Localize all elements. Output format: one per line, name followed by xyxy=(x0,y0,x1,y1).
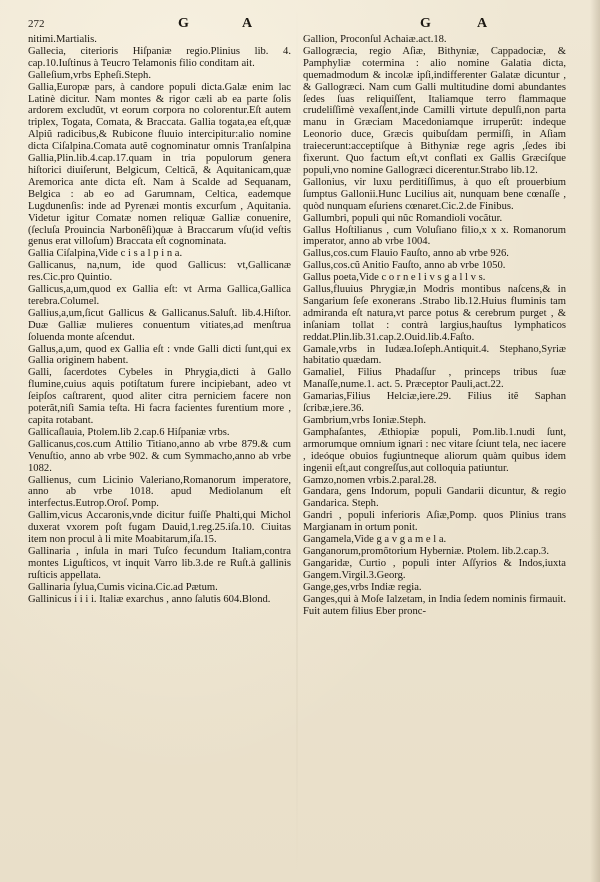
dictionary-entry: Gallus,a,um, quod ex Gallia eſt : vnde Galli dicti ſunt,qui ex Gallia originem habent. xyxy=(28,343,291,367)
dictionary-entry: Gallecia, citerioris Hiſpaniæ regio.Plinius lib. 4. cap.10.Iuſtinus à Teucro Telamonis filio conditam ait. xyxy=(28,45,291,69)
dictionary-entry: Gangamela,Vide g a v g a m e l a. xyxy=(303,534,447,546)
dictionary-entry: nitimi.Martialis. xyxy=(28,34,97,45)
left-column xyxy=(28,34,291,617)
dictionary-entry: Gange,ges,vrbs Indiæ regia. xyxy=(303,581,422,593)
dictionary-entry: Gallus,cos.cum Flauio Fauſto, anno ab vrbe 926. xyxy=(303,248,509,260)
page-edge-shadow xyxy=(590,0,600,882)
dictionary-entry: Gamphaſantes, Æthiopiæ populi, Pom.lib.1.nudi ſunt, armorumque omnium ignari : nec vitare ſciunt tela, nec iacere , ideóque obuios fugiuntneque aliorum quàm quibus idem ingenii eſt,aut congreſſus,aut colloquia patiuntur. xyxy=(303,426,566,474)
dictionary-entry: Gangaridæ, Curtio , populi inter Aſſyrios & Indos,iuxta Gangem.Virgil.3.Georg. xyxy=(303,557,566,581)
column-gutter xyxy=(296,0,298,882)
dictionary-entry: Gallius,a,um,ſicut Gallicus & Gallicanus.Saluſt. lib.4.Hiſtor. Duæ Galliæ mulieres conuentum vitiates,ad menſtrua ſoluenda monte aſcendut. xyxy=(28,307,291,343)
dictionary-entry: Gallim,vicus Accaronis,vnde dicitur fuiſſe Phalti,qui Michol duxerat vxorem poſt fugam Dauid,1.reg.25.iſa.10. Ciuitas item non procul à li mite Moabitarum,iſa.15. xyxy=(28,510,291,546)
dictionary-entry: Gallus,fluuius Phrygiæ,in Modris montibus naſcens,& in Sangarium ſeſe exonerans .Strabo lib.12.Huius fluminis tam admiranda eſt natura,vt parce potus & cerebrum purget , & inſaniam tollat : contrà largius,hauſtus lymphaticos reddat.Plin.lib.31.cap.2.Ouid.lib.4.Faſto. xyxy=(303,284,566,343)
dictionary-entry: Gallicanus, na,num, ide quod Gallicus: vt,Gallicanæ res.Cic.pro Quintio. xyxy=(28,260,291,284)
page-header xyxy=(28,14,566,34)
dictionary-entry: Gallia Ciſalpina,Vide c i s a l p i n a. xyxy=(28,248,183,260)
dictionary-entry: Gallia,Europæ pars, à candore populi dicta.Galæ enim lac Latinè dicitur. Nam montes & rigor cæli ab ea parte ſolis ardorem excludũt, vt eorum corpora no colorentur.Eſt autem triplex, Togata, Comata, & Braccata. Gallia togata,ea eſt,quæ Alpiũ radicibus,& Rubicone fluuio intercipitur:alio nomine dicta Ciſalpina.Comata autẽ cognominatur omnis Tranſalpina Gallia,Plin.lib.4.cap.17.quam in tria populorum genera hiſtorici diuiſerunt, Belgicum, Celticã, & Aquitanicam,quæ Aremorica ante dicta eſt. Nam à Scalde ad Sequanam, Belgica : ab eo ad Garumnam, Celtica, eademque Lugdunenſis: inde ad Pyrenæi montis excurſum , Aquitania. Videtur igitur Comatæ nomen reliquæ Galliæ conuenire,(ſecluſa Prouincia Narbonẽſi)quæ à Braccarum vſu(id veſtis genus erat villoſum) Braccata eſt cognominata. xyxy=(28,81,291,248)
dictionary-entry: Gallinaria , inſula in mari Tuſco fecundum Italiam,contra montes Liguſticos, vt inquit Varro lib.3.de re Ruſt.à gallinis ruſticis appellata. xyxy=(28,545,291,581)
dictionary-entry: Gallus poeta,Vide c o r n e l i v s g a l l v s. xyxy=(303,272,486,284)
dictionary-entry: Gallus,cos.cũ Anitio Fauſto, anno ab vrbe 1050. xyxy=(303,260,506,272)
dictionary-entry: Gallonius, vir luxu perditiſſimus, à quo eſt prouerbium ſumptus Gallonii.Hunc Lucilius ait, nunquam bene cœnaſſe , quòd nunquam eſuriens cœnaret.Cic.2.de Finibus. xyxy=(303,176,566,212)
dictionary-entry: Gambrium,vrbs Ioniæ.Steph. xyxy=(303,415,426,426)
dictionary-entry: Gallogræcia, regio Aſiæ, Bithyniæ, Cappadociæ, & Pamphyliæ cotermina : alio nomine Galatia dicta, quemadmodum & incolæ ipſi,indifferenter Galatæ dicuntur , & Gallogræci. Nam cum Galli multitudine domi abundantes ſedes ſuas reliquiſſent, Italiamque terro flammaque crudeliſſimè vexaſſent,inde Camilli virtute depulſi,non parta manu in Græciam Macedoniamque irruperũt: indeque Leonorio duce, Græcis quibuſdam permiſſi, in Aſiam traiecerunt:acceptiſque à Bithyniæ rege agris ,ſedes ibi fixerunt. Quo factum eſt,vt conflati ex Gallis Græciſque populi,vno nomine Gallogræci dicerentur.Strabo lib.12. xyxy=(303,45,566,176)
dictionary-entry: Gamale,vrbs in Iudæa.Ioſeph.Antiquit.4. Stephano,Syriæ habitatio quædam. xyxy=(303,343,566,367)
dictionary-entry: Gallicanus,cos.cum Attilio Titiano,anno ab vrbe 879.& cum Venuſtio, anno ab vrbe 902. & cum Symmacho,anno ab vrbe 1082. xyxy=(28,438,291,474)
dictionary-entry: Gallienus, cum Licinio Valeriano,Romanorum imperatore, anno ab vrbe 1018. apud Mediolanum eſt interfectus.Eutrop.Oroſ. Pomp. xyxy=(28,474,291,510)
dictionary-entry: Gamarias,Filius Helciæ,iere.29. Filius itẽ Saphan ſcribæ,iere.36. xyxy=(303,391,566,415)
dictionary-entry: Galli, ſacerdotes Cybeles in Phrygia,dicti à Gallo flumine,cuius aquis potiſtatum furere incipiebant, adeo vt ſeipſos caſtrarent, quod aliter citra perniciem facere non poterãt,niſi Samia teſta. Hi facra facientes furentium more , capita rotabant. xyxy=(28,367,291,426)
dictionary-entry: Gamaliel, Filius Phadaſſur , princeps tribus ſuæ Manaſſe,nume.1. act. 5. Præceptor Pauli,act.22. xyxy=(303,367,566,391)
dictionary-entry: Gallicus,a,um,quod ex Gallia eſt: vt Arma Gallica,Gallica terebra.Columel. xyxy=(28,284,291,307)
dictionary-entry: Gandara, gens Indorum, populi Gandarii dicuntur, & regio Gandarica. Steph. xyxy=(303,486,566,510)
dictionary-entry: Gallumbri, populi qui nũc Romandioli vocãtur. xyxy=(303,212,503,224)
dictionary-entry: Gallinaria ſylua,Cumis vicina.Cic.ad Pætum. xyxy=(28,581,218,593)
running-head-letter: G xyxy=(420,16,431,31)
dictionary-entry: Gallion, Proconſul Achaiæ.act.18. xyxy=(303,34,447,45)
right-column xyxy=(303,34,566,617)
dictionary-entry: Gallus Hoſtilianus , cum Voluſiano filio,x x x. Romanorum imperator, anno ab vrbe 1004. xyxy=(303,224,566,248)
dictionary-entry: Gamzo,nomen vrbis.2.paral.28. xyxy=(303,474,437,486)
running-head-letter: A xyxy=(477,16,488,31)
dictionary-entry: Galleſium,vrbs Epheſi.Steph. xyxy=(28,69,151,81)
page-number: 272 xyxy=(28,18,45,30)
running-head-letter: A xyxy=(242,16,253,31)
dictionary-entry: Ganges,qui à Moſe Ialzetam, in India ſedem nominis firmauit. Fuit autem filius Eber pronc- xyxy=(303,593,566,617)
running-head-letter: G xyxy=(178,16,189,31)
dictionary-entry: Gallinicus i i i i. Italiæ exarchus , anno ſalutis 604.Blond. xyxy=(28,593,271,605)
dictionary-entry: Gandri , populi inferioris Aſiæ,Pomp. quos Plinius trans Margianam in ortum ponit. xyxy=(303,510,566,534)
dictionary-entry: Ganganorum,promõtorium Hyberniæ. Ptolem. lib.2.cap.3. xyxy=(303,545,549,557)
dictionary-entry: Gallicaſlauia, Ptolem.lib 2.cap.6 Hiſpaniæ vrbs. xyxy=(28,426,230,438)
